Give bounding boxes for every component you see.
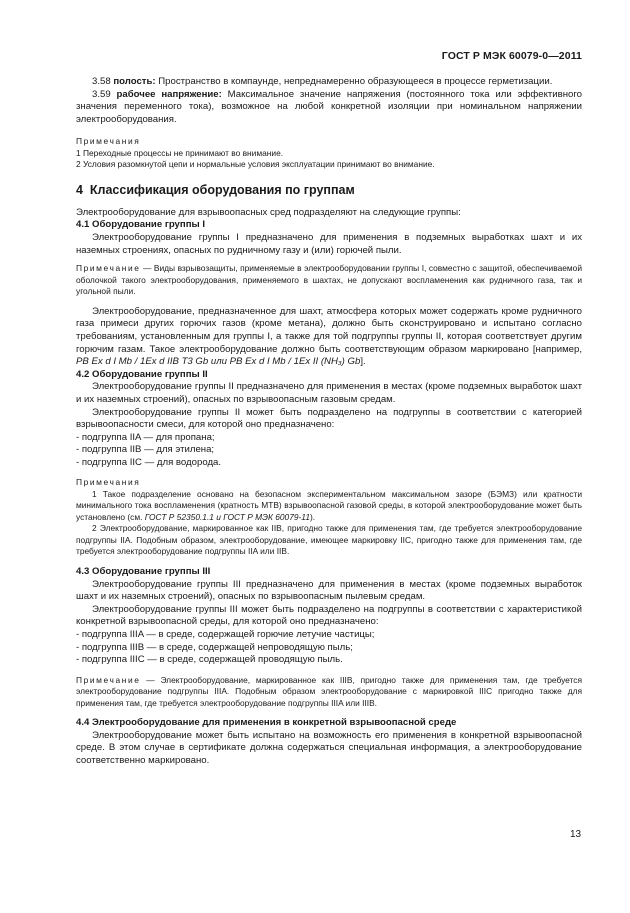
page-number: 13 [570,829,582,840]
list-item: - подгруппа IIIB — в среде, содержащей непроводящую пыль; [76,641,353,653]
note-text: — Виды взрывозащиты, применяемые в электрооборудовании группы I, совместно с защитой, обеспечиваемой оболочкой такого электрооборудования, применяемого в шахтах, не допускают воспламенения как рудничного газа, так и угольной пыли. [76,263,582,297]
subsection-4-2-heading: 4.2 Оборудование группы II [76,368,208,380]
paragraph: Электрооборудование группы II может быть подразделено на подгруппы в соответствии с категорией взрывоопасности смеси, для которой оно предназначено: [76,406,582,431]
list-item: - подгруппа IIB — для этилена; [76,444,215,456]
list-item: - подгруппа IIC — для водорода. [76,456,222,468]
section-4-intro: Электрооборудование для взрывоопасных сред подразделяют на следующие группы: [76,206,461,218]
section-title: Классификация оборудования по группам [89,182,355,197]
note-paragraph [76,263,582,298]
definition-number: 3.58 [92,76,111,87]
definition-number: 3.59 [92,88,111,100]
note-paragraph [76,675,582,710]
paragraph-text: Электрооборудование, предназначенное для шахт, атмосфера которых может содержать кроме рудничного газа примеси других горючих газов (кроме метана), должно быть сконструировано и испытано согласно требованиям, установленным для группы I, а также для той подгруппы группы II, которая соответствует другим горючим газам. Такое электрооборудование должно быть соответствующим образом маркировано [например, [76,305,582,355]
paragraph: Электрооборудование может быть испытано на возможность его применения в конкретной взрывоопасной среде. В этом случае в сертификате должна содержаться специальная информация, а электрооборудование соответственно маркировано. [76,729,582,766]
definition-text: Максимальное значение напряжения (постоянного тока или эффективного значения переменного тока), возможное на любой конкретной изоляции при номинальном напряжении электрооборудования. [76,88,583,125]
standard-reference: ГОСТ Р 52350.1.1 и ГОСТ Р МЭК 60079-11 [144,511,310,522]
note-item [76,489,582,524]
paragraph [76,306,582,369]
section-4-heading [76,182,582,198]
definition-3-58 [76,76,582,89]
list-item: - подгруппа IIIA — в среде, содержащей горючие летучие частицы; [76,628,375,640]
subsection-4-4-heading: 4.4 Электрооборудование для применения в конкретной взрывоопасной среде [76,717,457,729]
page-content [76,76,582,768]
paragraph: Электрооборудование группы III может быть подразделено на подгруппы в соответствии с характеристикой конкретной взрывоопасной среды, для которой оно предназначено: [76,603,582,628]
definition-term: полость: [113,76,156,87]
paragraph-end: ]. [360,356,366,368]
list-item: - подгруппа IIA — для пропана; [76,431,215,443]
note-label: Примечание [76,263,141,274]
note-text-end: ). [310,511,316,522]
definition-text: Пространство в компаунде, непреднамеренно образующееся в процессе герметизации. [158,76,553,87]
notes-heading: Примечания [76,477,141,488]
notes-heading: Примечания [76,136,141,147]
marking-example: PB Ex d I Mb / 1Ex d IIB T3 Gb или PB Ex d I Mb / 1Ex II (NH₃) Gb [76,356,361,368]
subsection-4-3-heading: 4.3 Оборудование группы III [76,565,211,577]
subsection-4-1-heading: 4.1 Оборудование группы I [76,219,206,231]
paragraph: Электрооборудование группы I предназначено для применения в подземных выработках шахт и их наземных строениях, опасных по рудничному газу и (или) горючей пыли. [76,232,582,256]
section-number: 4 [76,182,83,197]
paragraph: Электрооборудование группы III предназначено для применения в местах (кроме подземных выработок шахт и их наземных строений), опасных по взрывоопасным пылевым средам. [76,578,582,603]
definition-3-59 [76,89,582,127]
note-item: 2 Условия разомкнутой цепи и нормальные условия эксплуатации принимают во внимание. [76,159,435,170]
note-text: 1 Такое подразделение основано на безопасном экспериментальном максимальном зазоре (БЭМЗ) или кратности минимального тока воспламенения (кратность МТВ) взрывоопасной газовой среды, в которой электрооборудование может быть установлено (см. [76,488,582,522]
note-label: Примечание [76,674,141,685]
document-code-header: ГОСТ Р МЭК 60079-0—2011 [441,50,582,62]
paragraph: Электрооборудование группы II предназначено для применения в местах (кроме подземных выработок шахт и их наземных строений), опасных по взрывоопасным газовым средам. [76,381,582,405]
note-item: 2 Электрооборудование, маркированное как IIB, пригодно также для применения там, где требуется электрооборудование подгруппы IIA. Подобным образом, электрооборудование, имеющее маркировку IIC, пригодно также для применения там, где требуется электрооборудование подгруппы IIA или IIB. [76,523,582,557]
list-item: - подгруппа IIIC — в среде, содержащей проводящую пыль. [76,654,343,666]
note-text: — Электрооборудование, маркированное как IIIB, пригодно также для применения там, где требуется электрооборудование подгруппы IIIA. Подобным образом электрооборудование с маркировкой IIIC пригодно также для применения там, где требуется электрооборудование подгруппы IIIA или IIIB. [76,674,583,708]
definition-term: рабочее напряжение: [116,88,222,100]
note-item: 1 Переходные процессы не принимают во внимание. [76,147,284,158]
